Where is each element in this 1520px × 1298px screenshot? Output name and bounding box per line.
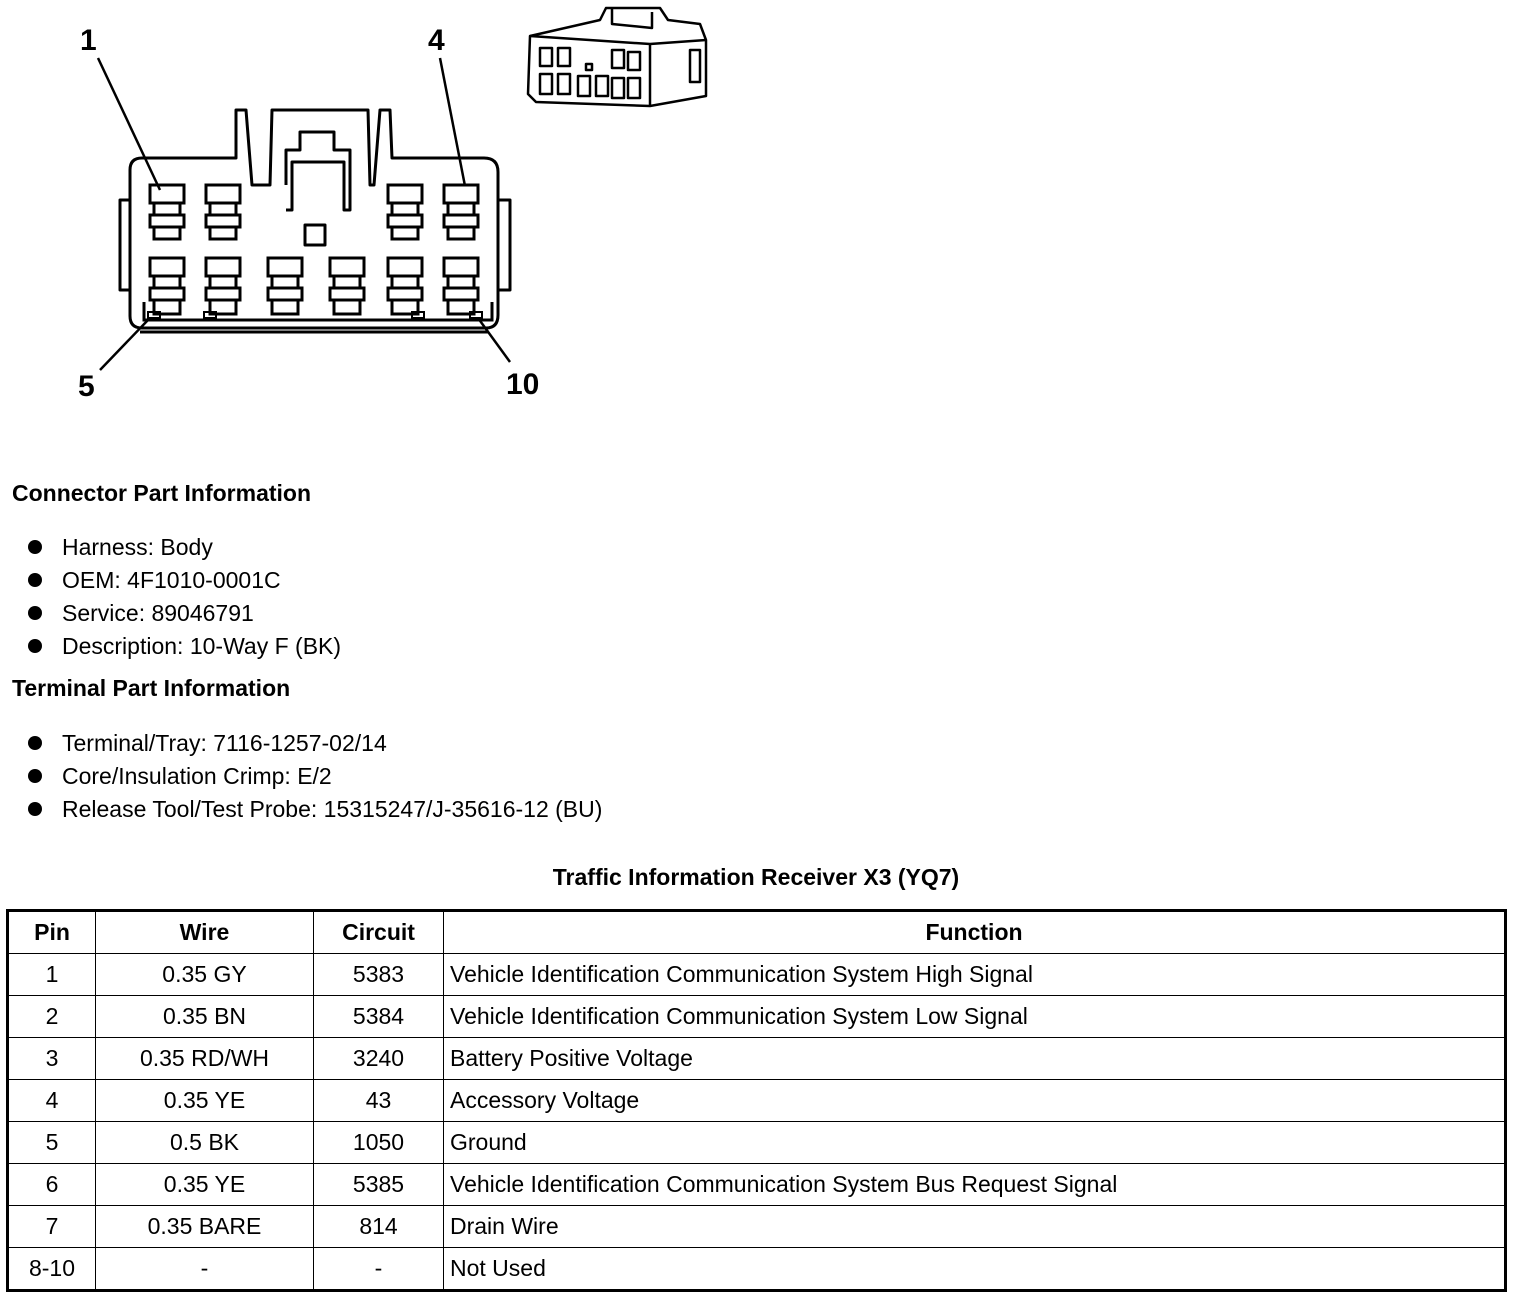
cell-wire: 0.35 BARE: [96, 1206, 314, 1248]
header-circuit: Circuit: [314, 911, 444, 954]
cell-function: Ground: [444, 1122, 1506, 1164]
cell-function: Vehicle Identification Communication System Low Signal: [444, 996, 1506, 1038]
cell-circuit: 5383: [314, 954, 444, 996]
list-item: Terminal/Tray: 7116-1257-02/14: [28, 727, 602, 760]
cell-pin: 8-10: [8, 1248, 96, 1291]
cavity-7: [268, 258, 302, 314]
cell-pin: 1: [8, 954, 96, 996]
pin-label-10: 10: [506, 368, 540, 401]
cell-wire: 0.35 GY: [96, 954, 314, 996]
pin-table: [6, 909, 1507, 1292]
bullet-icon: [28, 540, 42, 554]
cell-pin: 5: [8, 1122, 96, 1164]
cell-circuit: 43: [314, 1080, 444, 1122]
cell-function: Vehicle Identification Communication System High Signal: [444, 954, 1506, 996]
cavity-6: [206, 258, 240, 314]
cavity-9: [388, 258, 422, 314]
list-item: Core/Insulation Crimp: E/2: [28, 760, 602, 793]
table-row: [8, 1080, 1506, 1122]
cell-pin: 3: [8, 1038, 96, 1080]
cavity-3: [388, 185, 422, 239]
connector-latch: [286, 132, 350, 210]
key-square: [305, 225, 325, 245]
table-row: [8, 1122, 1506, 1164]
table-row: [8, 996, 1506, 1038]
list-item: Harness: Body: [28, 531, 341, 564]
table-header-row: [8, 911, 1506, 954]
cavity-5: [150, 258, 184, 314]
cell-pin: 2: [8, 996, 96, 1038]
terminal-info-heading: Terminal Part Information: [12, 675, 291, 701]
bullet-icon: [28, 606, 42, 620]
table-caption: Traffic Information Receiver X3 (YQ7): [552, 864, 960, 890]
cell-pin: 6: [8, 1164, 96, 1206]
connector-diagram: [0, 0, 740, 420]
terminal-info-list: [28, 727, 602, 826]
list-item: OEM: 4F1010-0001C: [28, 564, 341, 597]
cell-function: Accessory Voltage: [444, 1080, 1506, 1122]
cavity-2: [206, 185, 240, 239]
bullet-icon: [28, 769, 42, 783]
pin-label-5: 5: [78, 370, 95, 403]
cell-wire: 0.35 RD/WH: [96, 1038, 314, 1080]
cell-function: Drain Wire: [444, 1206, 1506, 1248]
bullet-icon: [28, 802, 42, 816]
cell-wire: 0.5 BK: [96, 1122, 314, 1164]
table-row: [8, 1038, 1506, 1080]
connector-info-heading: Connector Part Information: [12, 480, 312, 506]
cell-function: Battery Positive Voltage: [444, 1038, 1506, 1080]
cell-circuit: 3240: [314, 1038, 444, 1080]
cavity-1: [150, 185, 184, 239]
cell-function: Not Used: [444, 1248, 1506, 1291]
pin-label-1: 1: [80, 24, 97, 57]
header-function: Function: [444, 911, 1506, 954]
header-wire: Wire: [96, 911, 314, 954]
bullet-icon: [28, 573, 42, 587]
cell-pin: 7: [8, 1206, 96, 1248]
cell-wire: 0.35 YE: [96, 1164, 314, 1206]
bullet-icon: [28, 736, 42, 750]
cell-circuit: 5385: [314, 1164, 444, 1206]
cell-circuit: 5384: [314, 996, 444, 1038]
connector-thumbnail: [528, 8, 706, 106]
cavity-8: [330, 258, 364, 314]
cell-pin: 4: [8, 1080, 96, 1122]
header-pin: Pin: [8, 911, 96, 954]
table-row: [8, 1164, 1506, 1206]
cell-circuit: 1050: [314, 1122, 444, 1164]
table-row: [8, 1206, 1506, 1248]
list-item: Description: 10-Way F (BK): [28, 630, 341, 663]
cell-wire: -: [96, 1248, 314, 1291]
cell-circuit: -: [314, 1248, 444, 1291]
cell-wire: 0.35 YE: [96, 1080, 314, 1122]
cell-wire: 0.35 BN: [96, 996, 314, 1038]
cavity-10: [444, 258, 478, 314]
connector-right-ear: [498, 200, 510, 290]
leader-line-5: [100, 320, 148, 370]
leader-line-4: [440, 58, 465, 186]
pin-label-4: 4: [428, 24, 445, 57]
table-row: [8, 954, 1506, 996]
cavity-4: [444, 185, 478, 239]
list-item: Release Tool/Test Probe: 15315247/J-35616-12 (BU): [28, 793, 602, 826]
connector-info-list: [28, 531, 341, 663]
cell-function: Vehicle Identification Communication System Bus Request Signal: [444, 1164, 1506, 1206]
bullet-icon: [28, 639, 42, 653]
cell-circuit: 814: [314, 1206, 444, 1248]
list-item: Service: 89046791: [28, 597, 341, 630]
table-row: [8, 1248, 1506, 1291]
